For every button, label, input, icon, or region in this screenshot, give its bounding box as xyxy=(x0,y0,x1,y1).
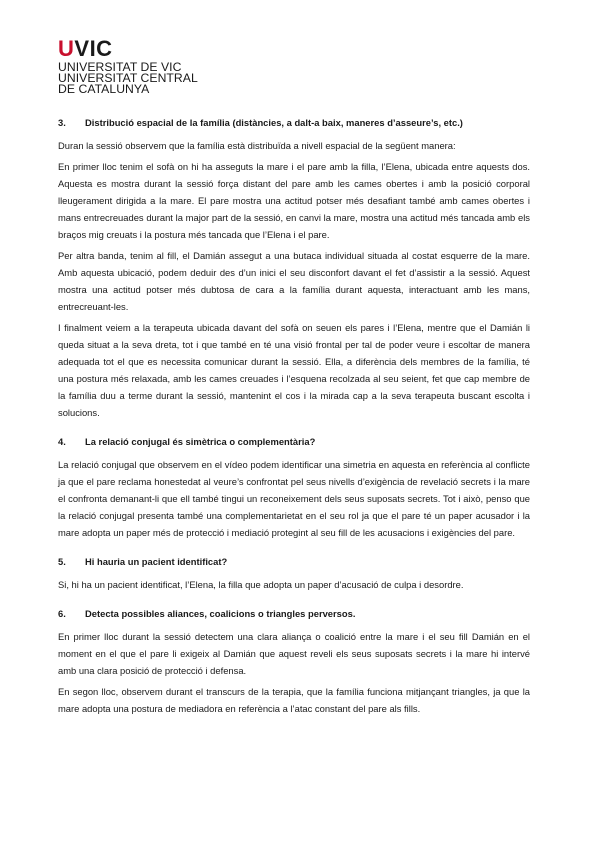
section-heading xyxy=(58,555,530,569)
logo-mark xyxy=(58,38,198,60)
section-number: 3. xyxy=(58,117,66,128)
paragraph: I finalment veiem a la terapeuta ubicada davant del sofà on seuen els pares i l’Elena, mentre que el Damián li queda situat a la seva dreta, tot i que també en té una visió frontal per tal de poder veure i escoltar de manera adequada tot el que es necessita comunicar durant la sessió. Ella, a diferència dels membres de la família, té una postura més relaxada, amb les cames creuades i l’esquena recolzada al seu seient, fet que cap membre de la família duu a terme durant la sessió, mantenint el cos i la mirada cap a la seva terapeuta buscant escolta i solucions. xyxy=(58,322,530,418)
section-number: 5. xyxy=(58,556,66,567)
section-heading xyxy=(58,435,530,449)
logo-line-1: UNIVERSITAT DE VIC xyxy=(58,60,182,74)
paragraph: Duran la sessió observem que la família està distribuïda a nivell espacial de la següent manera: xyxy=(58,140,456,151)
section-heading xyxy=(58,607,530,621)
section-heading xyxy=(58,116,530,130)
logo-line-3: DE CATALUNYA xyxy=(58,82,150,97)
logo-vic-text: VIC xyxy=(74,36,113,61)
paragraph: Per altra banda, tenim al fill, el Damián assegut a una butaca individual situada al costat esquerre de la mare. Amb aquesta ubicació, podem deduir des d’un inici el seu disconfort davant el fet d’assistir a la sessió. Aquest mostra una actitud potser més dubtosa de cara a la família durant aquesta, interactuant amb les mans, entrecreuant-les. xyxy=(58,250,530,312)
section-number: 6. xyxy=(58,608,66,619)
document-body xyxy=(58,116,530,717)
paragraph: Si, hi ha un pacient identificat, l’Elena, la filla que adopta un paper d’acusació de culpa i desordre. xyxy=(58,579,464,590)
section-title: La relació conjugal és simètrica o complementària? xyxy=(85,436,316,447)
paragraph: En segon lloc, observem durant el transcurs de la terapia, que la família funciona mitjançant triangles, ja que la mare adopta una postura de mediadora en referència a l’atac constant del pare als fills. xyxy=(58,686,530,714)
section-title: Distribució espacial de la família (distàncies, a dalt-a baix, maneres d’asseure’s, etc.) xyxy=(85,117,463,128)
logo-line-2: UNIVERSITAT CENTRAL xyxy=(58,71,198,86)
paragraph: En primer lloc durant la sessió detectem una clara aliança o coalició entre la mare i el seu fill Damián en el moment en el que el pare li exigeix al Damián que aquest reveli els seus suposats secrets i la mare hi intervé amb una clara posició de protecció i defensa. xyxy=(58,631,530,676)
university-logo xyxy=(58,38,198,96)
section-title: Hi hauria un pacient identificat? xyxy=(85,556,228,567)
paragraph: La relació conjugal que observem en el vídeo podem identificar una simetria en aquesta en referència al conflicte ja que el pare reclama honestedat al veure’s confrontat pel seus nivells d’exigència de revelació secrets i la mare el confronta demanant-li que ell també tingui un reconeixement dels seus suposats secrets. Tot i això, penso que la relació conjugal presenta també una complementarietat en el seu rol ja que el pare té un paper acusador i la mare adopta un paper més de protecció i mediació protegint al seu fill de les acusacions i exigències del pare. xyxy=(58,459,530,538)
section-number: 4. xyxy=(58,436,66,447)
logo-u-letter: U xyxy=(58,36,75,61)
paragraph: En primer lloc tenim el sofà on hi ha asseguts la mare i el pare amb la filla, l’Elena, ubicada entre aquests dos. Aquesta es mostra durant la sessió força distant del pare amb les cames obertes i amb la posició corporal lleugerament dirigida a la mare. El pare mostra una actitud potser més desafiant també amb cames obertes i mans entrecreuades durant la major part de la sessió, en canvi la mare, mostra una actitud més tancada amb els braços mig creuats i la postura més tancada que l’Elena i el pare. xyxy=(58,161,530,240)
section-title: Detecta possibles aliances, coalicions o triangles perversos. xyxy=(85,608,356,619)
